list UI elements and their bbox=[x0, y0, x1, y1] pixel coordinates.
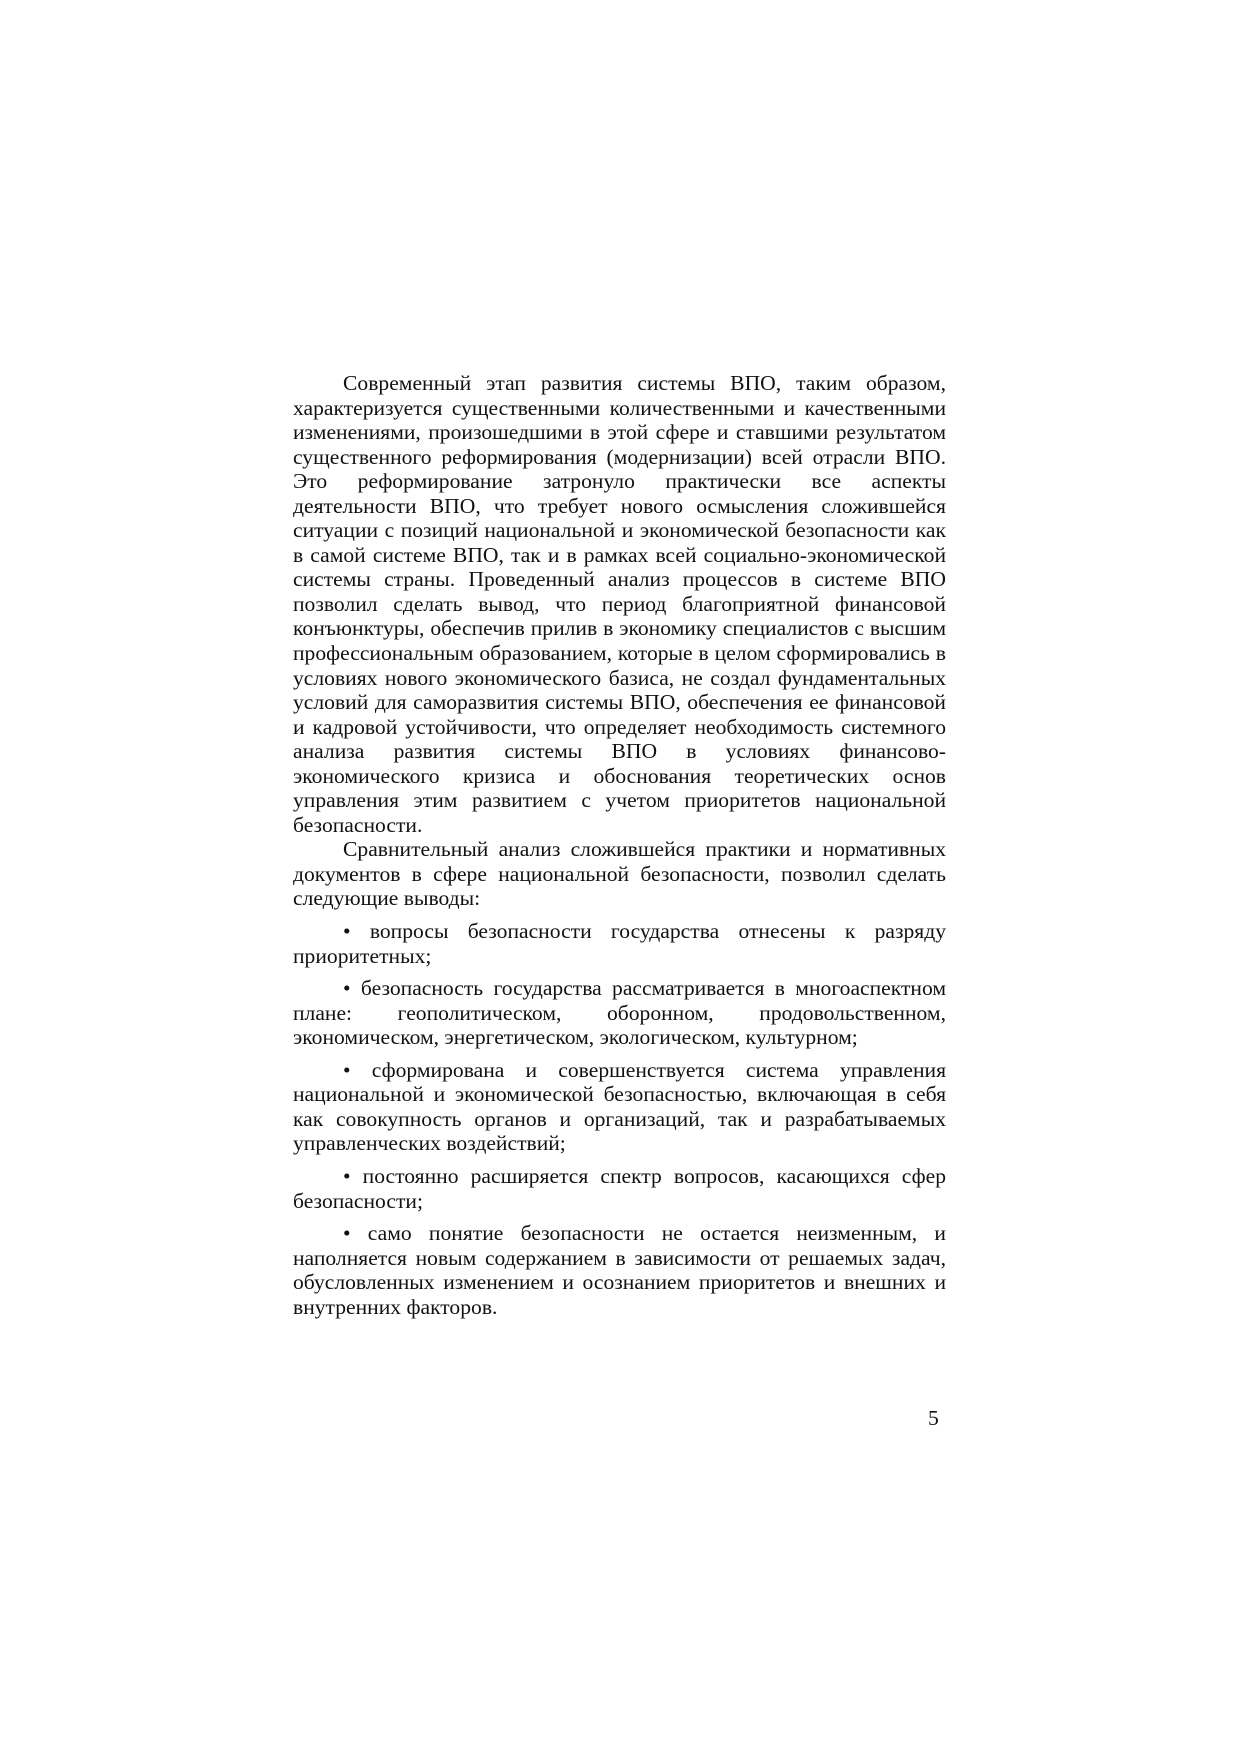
paragraph-intro: Современный этап развития системы ВПО, таким образом, характеризуется существенными количественными и качественными изменениями, произошедшими в этой сфере и ставшими результатом существенного реформирования (модернизации) всей отрасли ВПО. Это реформирование затронуло практически все аспекты деятельности ВПО, что требует нового осмысления сложившейся ситуации с позиций национальной и экономической безопасности как в самой системе ВПО, так и в рамках всей социально-экономической системы страны. Проведенный анализ процессов в системе ВПО позволил сделать вывод, что период благоприятной финансовой конъюнктуры, обеспечив прилив в экономику специалистов с высшим профессиональным образованием, которые в целом сформировались в условиях нового экономического базиса, не создал фундаментальных условий для саморазвития системы ВПО, обеспечения ее финансовой и кадровой устойчивости, что определяет необходимость системного анализа развития системы ВПО в условиях финансово-экономического кризиса и обоснования теоретических основ управления этим развитием с учетом приоритетов национальной безопасности. bbox=[293, 371, 946, 837]
bullet-icon: • bbox=[343, 976, 351, 1001]
bullet-item bbox=[293, 976, 946, 1050]
page-number: 5 bbox=[928, 1406, 939, 1430]
bullet-icon: • bbox=[343, 919, 351, 944]
main-text-block bbox=[293, 371, 946, 1319]
bullet-icon: • bbox=[343, 1221, 351, 1246]
bullet-text: постоянно расширяется спектр вопросов, касающихся сфер безопасности; bbox=[293, 1163, 946, 1213]
bullet-text: безопасность государства рассматривается в многоаспектном плане: геополитическом, оборонном, продовольственном, экономическом, энергетическом, экологическом, культурном; bbox=[293, 976, 946, 1050]
bullet-item bbox=[293, 1221, 946, 1319]
bullet-item bbox=[293, 919, 946, 968]
bullet-item bbox=[293, 1058, 946, 1156]
bullet-item bbox=[293, 1164, 946, 1213]
bullet-icon: • bbox=[343, 1163, 351, 1188]
bullet-text: вопросы безопасности государства отнесены к разряду приоритетных; bbox=[293, 919, 946, 968]
paragraph-comparative-analysis: Сравнительный анализ сложившейся практики и нормативных документов в сфере национальной безопасности, позволил сделать следующие выводы: bbox=[293, 837, 946, 911]
bullet-text: сформирована и совершенствуется система управления национальной и экономической безопасностью, включающая в себя как совокупность органов и организаций, так и разрабатываемых управленческих воздействий; bbox=[293, 1057, 947, 1156]
bullet-icon: • bbox=[343, 1057, 351, 1082]
bullet-text: само понятие безопасности не остается неизменным, и наполняется новым содержанием в зависимости от решаемых задач, обусловленных изменением и осознанием приоритетов и внешних и внутренних факторов. bbox=[293, 1221, 946, 1319]
